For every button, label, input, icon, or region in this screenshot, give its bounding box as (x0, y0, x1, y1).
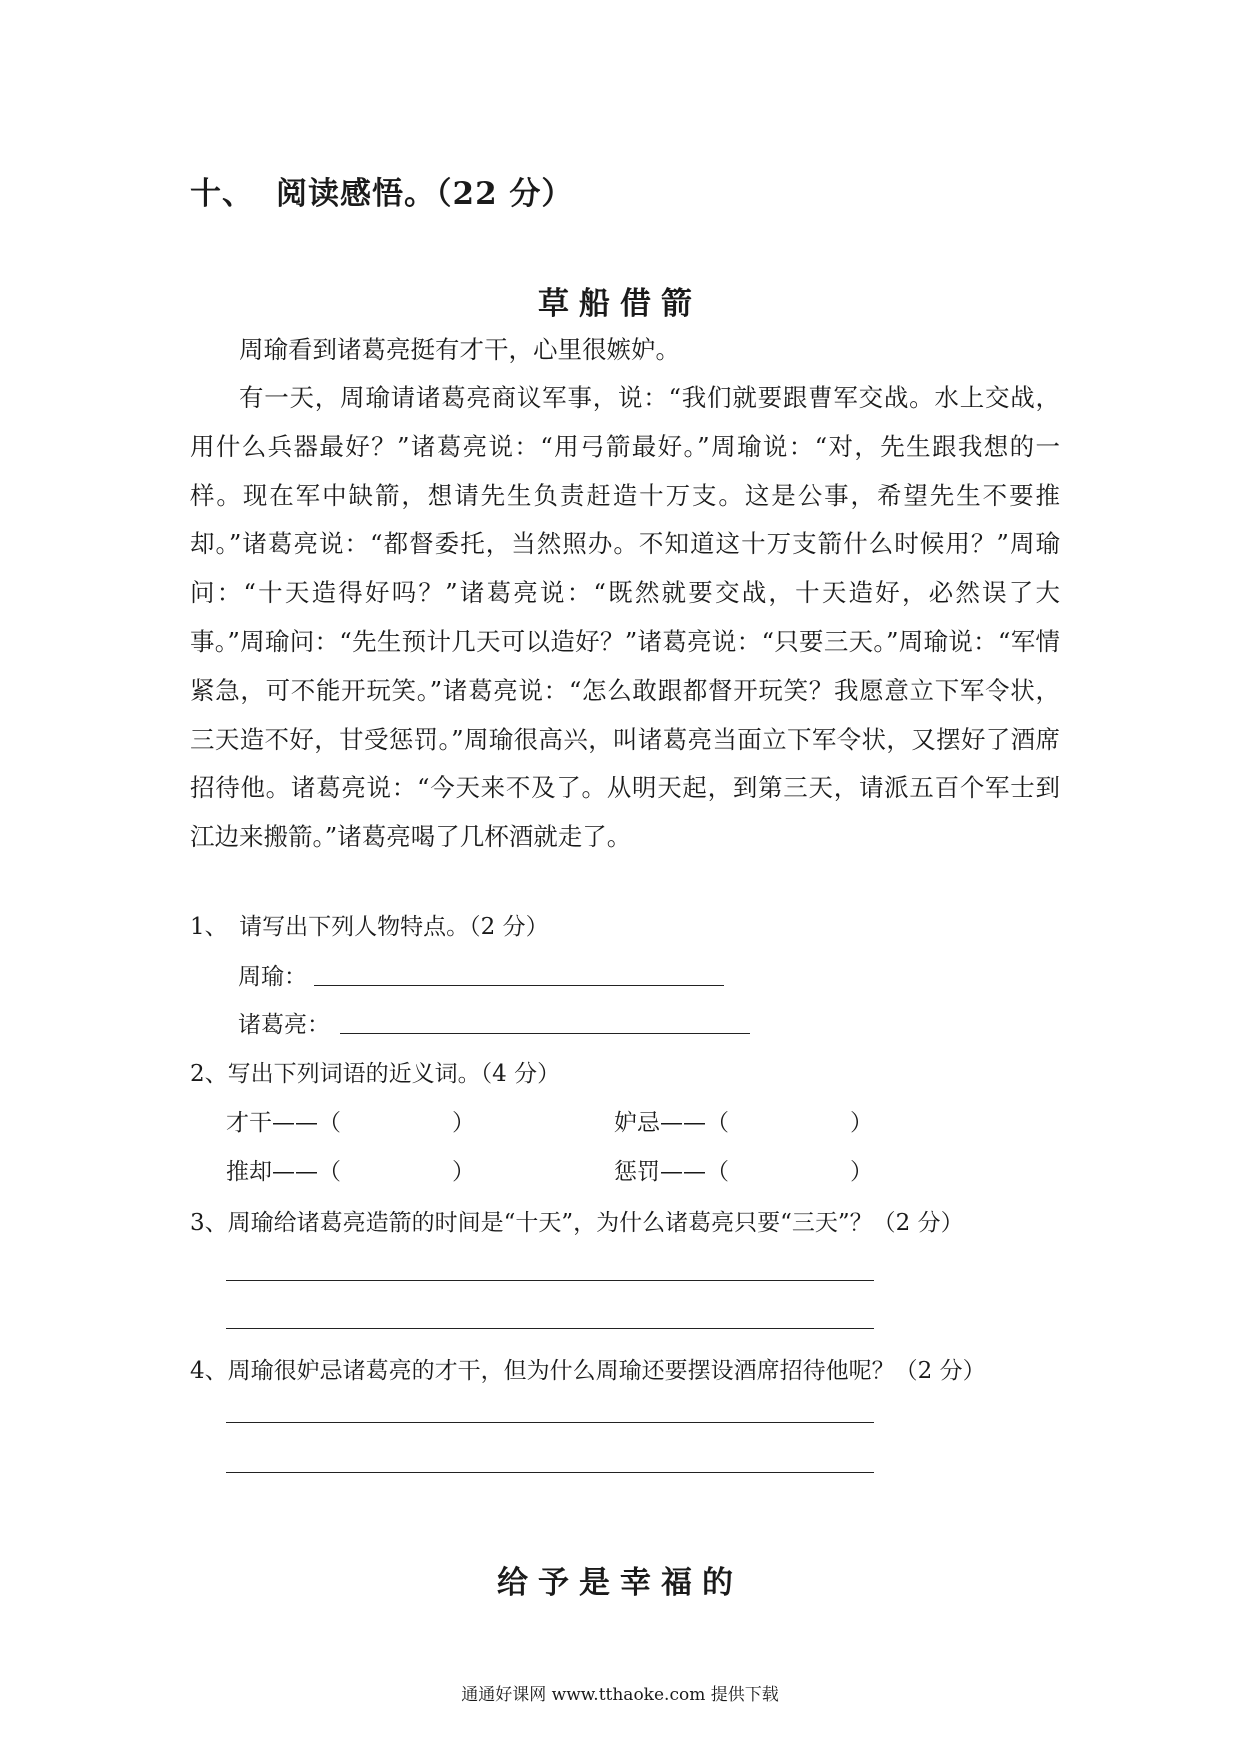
synonym-word-duji: 妒忌——（ (614, 1110, 729, 1136)
footer-credit: 通通好课网 www.tthaoke.com 提供下载 (461, 1685, 779, 1705)
synonym-word-caigan: 才干——（ (226, 1110, 341, 1136)
answer-line-q4-1[interactable] (226, 1422, 874, 1423)
section-label: 阅读感悟。（22 分） (276, 176, 574, 212)
answer-line-q3-2[interactable] (226, 1328, 874, 1329)
answer-line-q3-1[interactable] (226, 1280, 874, 1281)
question-1: 1、 请写出下列人物特点。（2 分） (190, 914, 549, 940)
synonym-word-tuique: 推却——（ (226, 1159, 341, 1185)
section-number: 十、 (190, 176, 254, 212)
answer-line-zhugeliang[interactable] (340, 1033, 750, 1034)
synonym-close-paren: ） (850, 1110, 873, 1136)
q1-label-zhouyu: 周瑜： (238, 964, 307, 990)
synonym-close-paren: ） (452, 1110, 475, 1136)
q1-label-zhugeliang: 诸葛亮： (238, 1012, 330, 1038)
synonym-close-paren: ） (452, 1159, 475, 1185)
story-title: 草船借箭 (538, 286, 702, 322)
synonym-word-chengfa: 惩罚——（ (614, 1159, 729, 1185)
synonym-close-paren: ） (850, 1159, 873, 1185)
answer-line-q4-2[interactable] (226, 1472, 874, 1473)
question-3: 3、周瑜给诸葛亮造箭的时间是“十天”，为什么诸葛亮只要“三天”？（2 分） (190, 1210, 964, 1236)
section-heading (190, 168, 573, 213)
answer-line-zhouyu[interactable] (314, 985, 724, 986)
question-4: 4、周瑜很妒忌诸葛亮的才干，但为什么周瑜还要摆设酒席招待他呢？（2 分） (190, 1358, 986, 1384)
story-paragraph-2: 有一天，周瑜请诸葛亮商议军事，说：“我们就要跟曹军交战。水上交战，用什么兵器最好？”诸葛亮说：“用弓箭最好。”周瑜说：“对，先生跟我想的一样。现在军中缺箭，想请先生负责赶造十万支。这是公事，希望先生不要推却。”诸葛亮说：“都督委托，当然照办。不知道这十万支箭什么时候用？”周瑜问：“十天造得好吗？”诸葛亮说：“既然就要交战，十天造好，必然误了大事。”周瑜问：“先生预计几天可以造好？”诸葛亮说：“只要三天。”周瑜说：“军情紧急，可不能开玩笑。”诸葛亮说：“怎么敢跟都督开玩笑？我愿意立下军令状，三天造不好，甘受惩罚。”周瑜很高兴，叫诸葛亮当面立下军令状，又摆好了酒席招待他。诸葛亮说：“今天来不及了。从明天起，到第三天，请派五百个军士到江边来搬箭。”诸葛亮喝了几杯酒就走了。 (190, 383, 1060, 852)
story-title-2: 给予是幸福的 (497, 1565, 743, 1601)
story-paragraph-1: 周瑜看到诸葛亮挺有才干，心里很嫉妒。 (239, 335, 680, 364)
question-2: 2、写出下列词语的近义词。（4 分） (190, 1061, 561, 1087)
